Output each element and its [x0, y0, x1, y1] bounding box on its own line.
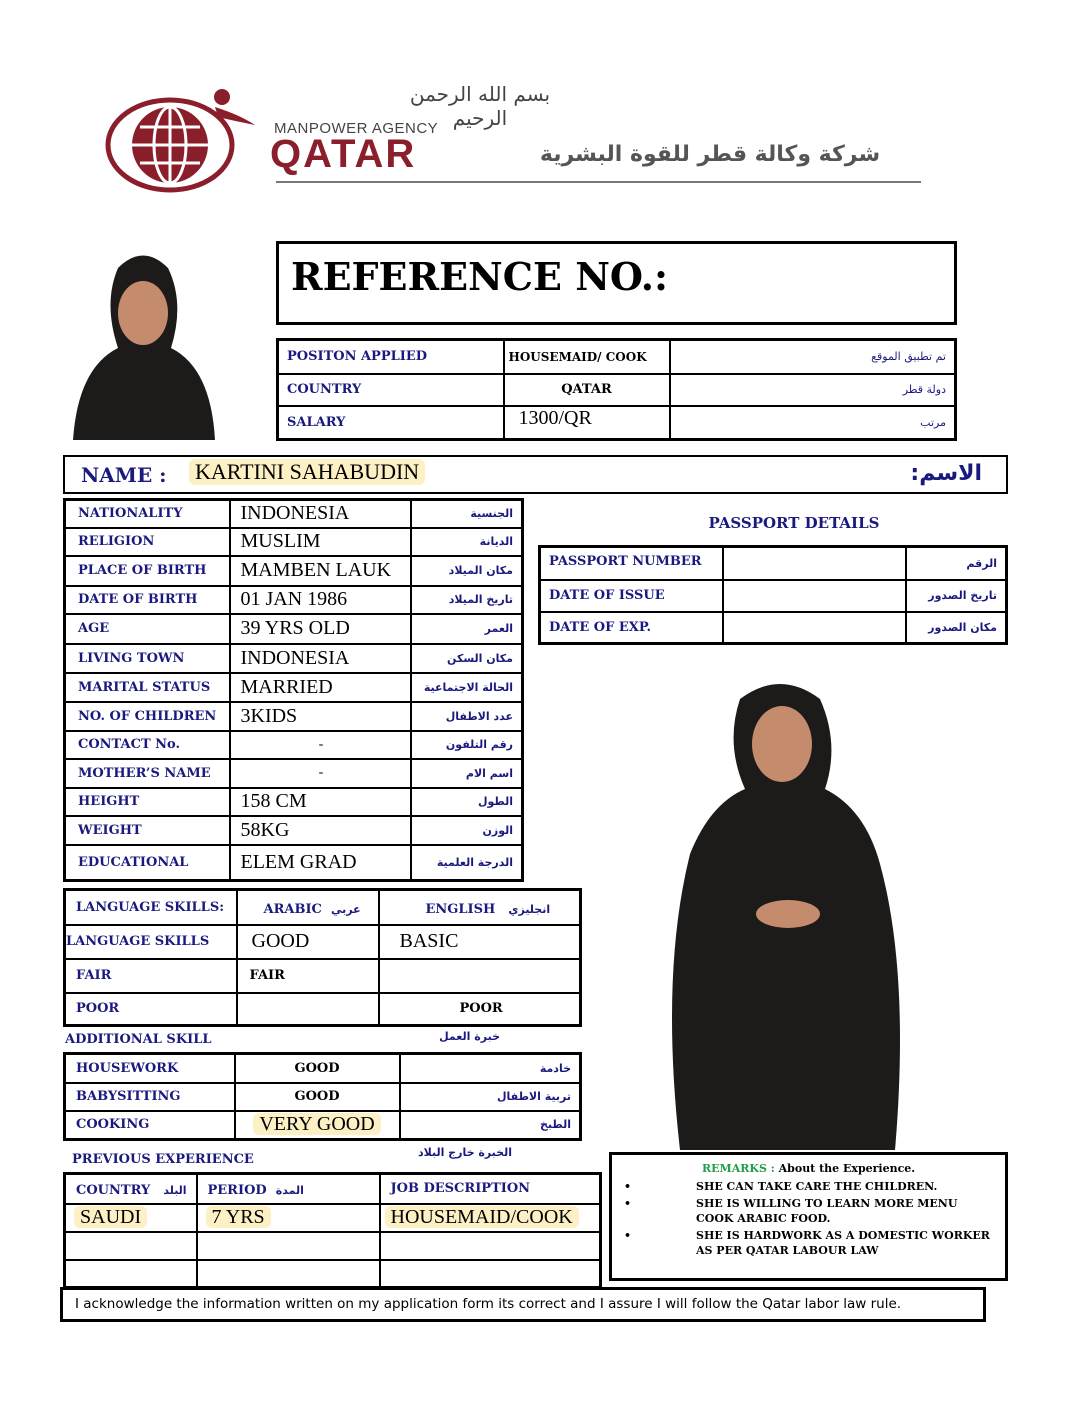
country-header-en: COUNTRY [76, 1183, 151, 1199]
remarks-subtitle: About the Experience. [778, 1162, 916, 1175]
personal-row [65, 673, 523, 702]
babysitting-label: BABYSITTING [65, 1083, 235, 1111]
name-bar [63, 455, 1008, 494]
personal-arabic: الجنسية [411, 500, 523, 528]
reference-label: REFERENCE NO.: [291, 254, 669, 299]
passport-number-label: PASSPORT NUMBER [540, 547, 723, 580]
arabic-poor-value [237, 993, 379, 1026]
personal-row [65, 556, 523, 586]
name-value: KARTINI SAHABUDIN [189, 459, 425, 485]
personal-value: INDONESIA [230, 644, 411, 673]
country-column-header [65, 1174, 197, 1204]
personal-row [65, 731, 523, 759]
bullet-icon: • [624, 1229, 632, 1242]
experience-country: SAUDI [74, 1206, 147, 1228]
personal-label: NATIONALITY [65, 500, 230, 528]
experience-empty-row [65, 1232, 601, 1260]
passport-row [540, 580, 1007, 612]
passport-title: PASSPORT DETAILS [708, 514, 880, 532]
babysitting-arabic: تربية الاطفال [400, 1083, 581, 1111]
bullet-icon: • [624, 1197, 632, 1210]
personal-arabic: مكان الميلاد [411, 556, 523, 586]
skill-row [65, 1054, 581, 1083]
skill-row [65, 1111, 581, 1140]
date-exp-label: DATE OF EXP. [540, 612, 723, 644]
personal-label: RELIGION [65, 528, 230, 556]
english-level: BASIC [379, 925, 581, 959]
personal-label: LIVING TOWN [65, 644, 230, 673]
empty-cell [380, 1260, 601, 1288]
country-value: QATAR [504, 374, 670, 406]
arabic-header-en: ARABIC [263, 901, 322, 917]
country-header-ar: البلد [163, 1184, 187, 1198]
experience-empty-row [65, 1260, 601, 1288]
bullet-icon: • [624, 1180, 632, 1193]
agency-logo [100, 85, 260, 195]
personal-arabic: الديانة [411, 528, 523, 556]
experience-row [65, 1204, 601, 1232]
housework-value: GOOD [235, 1054, 400, 1083]
personal-row [65, 528, 523, 556]
personal-value: MUSLIM [230, 528, 411, 556]
salary-row [278, 406, 956, 440]
personal-arabic: الحالة الاجتماعية [411, 673, 523, 702]
position-value: HOUSEMAID/ COOK [504, 340, 670, 374]
cooking-value: VERY GOOD [253, 1113, 380, 1135]
poor-label: POOR [65, 993, 237, 1026]
remark-text: SHE IS WILLING TO LEARN MORE MENU COOK ARABIC FOOD. [696, 1197, 958, 1225]
personal-value: MAMBEN LAUK [230, 556, 411, 586]
job-column-header: JOB DESCRIPTION [380, 1174, 601, 1204]
english-column-header [379, 890, 581, 925]
passport-number-value [723, 547, 906, 580]
language-row [65, 925, 581, 959]
remarks-heading [702, 1162, 915, 1175]
passport-row [540, 547, 1007, 580]
country-label: COUNTRY [278, 374, 504, 406]
empty-cell [65, 1260, 197, 1288]
cooking-label: COOKING [65, 1111, 235, 1140]
fair-label: FAIR [65, 959, 237, 993]
personal-label: PLACE OF BIRTH [65, 556, 230, 586]
personal-value: INDONESIA [230, 500, 411, 528]
personal-arabic: اسم الام [411, 759, 523, 788]
name-arabic: الاسم: [910, 461, 982, 486]
remark-text: SHE IS HARDWORK AS A DOMESTIC WORKER AS PER QATAR LABOUR LAW [696, 1229, 990, 1257]
country-arabic: دولة قطر [670, 374, 956, 406]
date-exp-arabic: مكان الصدور [906, 612, 1007, 644]
cooking-value-cell [235, 1111, 400, 1140]
english-header-ar: انجليزي [508, 902, 551, 916]
experience-arabic: الخبرة خارج البلاد [417, 1146, 512, 1159]
period-column-header [197, 1174, 380, 1204]
personal-label: DATE OF BIRTH [65, 586, 230, 614]
personal-row [65, 702, 523, 731]
personal-label: NO. OF CHILDREN [65, 702, 230, 731]
salary-value: 1300/QR [504, 406, 670, 440]
personal-table [63, 498, 524, 882]
personal-row [65, 614, 523, 644]
housework-label: HOUSEWORK [65, 1054, 235, 1083]
personal-row [65, 759, 523, 788]
personal-row [65, 788, 523, 816]
arabic-column-header [237, 890, 379, 925]
header-rule [276, 181, 921, 183]
acknowledgement-box [60, 1287, 986, 1322]
language-row [65, 959, 581, 993]
personal-label: HEIGHT [65, 788, 230, 816]
date-issue-arabic: تاريخ الصدور [906, 580, 1007, 612]
personal-arabic: عدد الاطفال [411, 702, 523, 731]
remark-item [622, 1179, 997, 1194]
period-header-en: PERIOD [207, 1183, 267, 1199]
personal-row [65, 644, 523, 673]
date-exp-value [723, 612, 906, 644]
personal-value: 58KG [230, 816, 411, 845]
housework-arabic: خادمة [400, 1054, 581, 1083]
personal-row [65, 500, 523, 528]
experience-country-cell [65, 1204, 197, 1232]
empty-cell [65, 1232, 197, 1260]
additional-skill-table [63, 1052, 582, 1141]
personal-value: 3KIDS [230, 702, 411, 731]
country-row [278, 374, 956, 406]
arabic-level: GOOD [237, 925, 379, 959]
passport-number-arabic: الرقم [906, 547, 1007, 580]
position-label: POSITON APPLIED [278, 340, 504, 374]
remarks-list [622, 1179, 997, 1260]
english-fair-value [379, 959, 581, 993]
personal-label: AGE [65, 614, 230, 644]
personal-label: MARITAL STATUS [65, 673, 230, 702]
salary-arabic: مرتب [670, 406, 956, 440]
language-row-label: LANGUAGE SKILLS [65, 925, 237, 959]
passport-row [540, 612, 1007, 644]
position-row [278, 340, 956, 374]
personal-arabic: الطول [411, 788, 523, 816]
language-header-row [65, 890, 581, 925]
personal-label: WEIGHT [65, 816, 230, 845]
remark-text: SHE CAN TAKE CARE THE CHILDREN. [696, 1180, 938, 1193]
personal-arabic: تاريخ الميلاد [411, 586, 523, 614]
experience-period-cell [197, 1204, 380, 1232]
remark-item [622, 1196, 997, 1226]
babysitting-value: GOOD [235, 1083, 400, 1111]
period-header-ar: المدة [275, 1184, 304, 1198]
personal-value: 39 YRS OLD [230, 614, 411, 644]
personal-label: EDUCATIONAL [65, 845, 230, 881]
remarks-title: REMARKS : [702, 1162, 775, 1175]
name-label: NAME : [81, 463, 167, 487]
personal-row [65, 586, 523, 614]
experience-job: HOUSEMAID/COOK [385, 1206, 579, 1228]
position-table [276, 338, 957, 441]
arabic-header-ar: عربي [331, 902, 361, 916]
person-full-body-icon [640, 674, 930, 1150]
remarks-box [609, 1152, 1008, 1281]
personal-arabic: الوزن [411, 816, 523, 845]
personal-value: - [230, 731, 411, 759]
personal-label: CONTACT No. [65, 731, 230, 759]
cooking-arabic: الطبخ [400, 1111, 581, 1140]
personal-arabic: العمر [411, 614, 523, 644]
english-poor-value: POOR [379, 993, 581, 1026]
personal-arabic: الدرجة العلمية [411, 845, 523, 881]
empty-cell [197, 1260, 380, 1288]
experience-period: 7 YRS [206, 1206, 271, 1228]
personal-value: - [230, 759, 411, 788]
person-headshot-icon [63, 243, 223, 440]
salary-label: SALARY [278, 406, 504, 440]
language-table [63, 888, 582, 1027]
personal-value: MARRIED [230, 673, 411, 702]
additional-skill-arabic: خبرة العمل [439, 1030, 500, 1043]
skill-row [65, 1083, 581, 1111]
date-issue-value [723, 580, 906, 612]
reference-box [276, 241, 957, 325]
experience-label: PREVIOUS EXPERIENCE [72, 1152, 254, 1167]
language-row [65, 993, 581, 1026]
remark-item [622, 1228, 997, 1258]
personal-arabic: مكان السكن [411, 644, 523, 673]
globe-logo-icon [100, 85, 260, 195]
personal-label: MOTHER’S NAME [65, 759, 230, 788]
empty-cell [197, 1232, 380, 1260]
language-header-label: LANGUAGE SKILLS: [65, 890, 237, 925]
empty-cell [380, 1232, 601, 1260]
headshot-photo [63, 243, 223, 440]
additional-skill-label: ADDITIONAL SKILL [65, 1032, 212, 1047]
experience-header-row [65, 1174, 601, 1204]
bismillah-text: بسم الله الرحمن الرحيم [409, 82, 551, 130]
full-body-photo [640, 674, 930, 1150]
position-arabic: تم تطبيق الموقع [670, 340, 956, 374]
date-issue-label: DATE OF ISSUE [540, 580, 723, 612]
personal-value: ELEM GRAD [230, 845, 411, 881]
agency-small-title: MANPOWER AGENCY [274, 120, 439, 137]
personal-row [65, 845, 523, 881]
passport-table [538, 545, 1008, 645]
experience-table [63, 1172, 602, 1289]
personal-value: 01 JAN 1986 [230, 586, 411, 614]
experience-job-cell [380, 1204, 601, 1232]
agency-arabic-title: شركة وكالة قطر للقوة البشرية [539, 142, 881, 167]
english-header-en: ENGLISH [425, 901, 496, 917]
agency-big-title: QATAR [270, 132, 417, 176]
acknowledgement-text: I acknowledge the information written on my application form its correct and I assure I will follow the Qatar labor law rule. [75, 1296, 902, 1312]
personal-value: 158 CM [230, 788, 411, 816]
arabic-fair-value: FAIR [237, 959, 379, 993]
personal-arabic: رقم التلفون [411, 731, 523, 759]
personal-row [65, 816, 523, 845]
